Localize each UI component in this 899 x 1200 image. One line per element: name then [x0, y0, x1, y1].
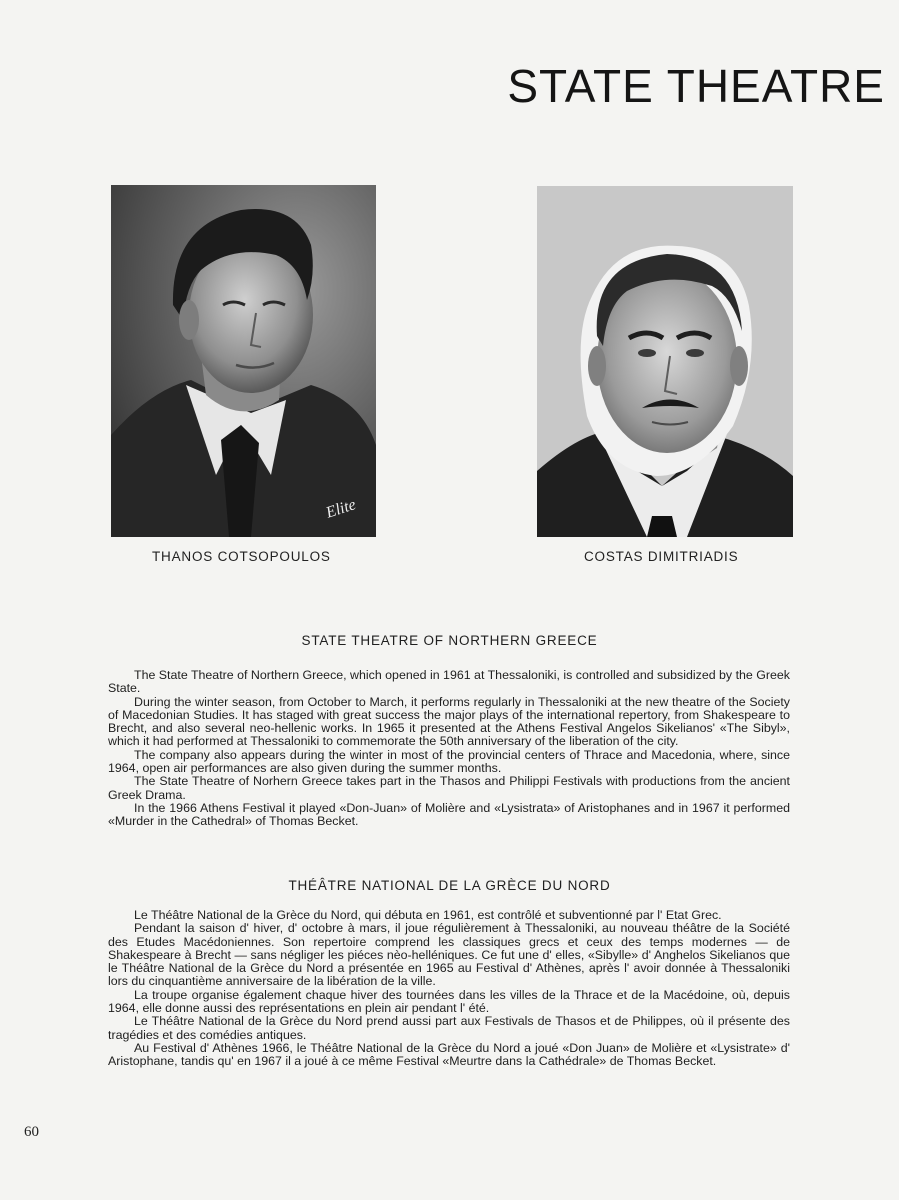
paragraph: Au Festival d' Athènes 1966, le Théâtre National de la Grèce du Nord a joué «Don Juan» de Molière et «Lysistrate» d' Aristophane, tandis qu' en 1967 il a joué à ce même Festival «Meurtre dans la Cathédrale» de Thomas Becket.: [108, 1040, 790, 1069]
paragraph: Pendant la saison d' hiver, d' octobre à mars, il joue régulièrement à Thessaloniki, au nouveau théâtre de la Société des Etudes Macédoniennes. Son repertoire comprend les classiques grecs et ceux des temps modernes — de Shakespeare à Brecht — sans négliger les piéces nèo-helléniques. Ce fut une d' elles, «Sibylle» d' Anghelos Sikelianos que le Théâtre National de la Grèce du Nord a présentée en 1965 au Festival d' Athènes, après l' avoir donnée à Thessaloniki lors du cinquantième anniversaire de la libération de la ville.: [108, 921, 790, 989]
section-heading-english: STATE THEATRE OF NORTHERN GREECE: [301, 633, 598, 648]
body-text-english: [108, 669, 790, 829]
svg-text:Elite: Elite: [324, 496, 359, 522]
paragraph: The State Theatre of Norhern Greece takes part in the Thasos and Philippi Festivals with productions from the ancient Greek Drama.: [108, 774, 790, 802]
portrait-photo-thanos-cotsopoulos: [111, 185, 376, 537]
paragraph: La troupe organise également chaque hiver des tournées dans les villes de la Thrace et de la Macédoine, où, depuis 1964, elle donne aussi des représentations en plein air pendant l' été.: [108, 987, 790, 1016]
body-text-french: [108, 909, 790, 1069]
photo-caption-right: COSTAS DIMITRIADIS: [584, 549, 739, 564]
paragraph: During the winter season, from October to March, it performs regularly in Thessaloniki at the new theatre of the Society of Macedonian Studies. It has staged with great success the major plays of the international repertory, from Shakespeare to Brecht, and also several neo-hellenic works. In 1965 it presented at the Athens Festival Angelos Sikelianos' «The Sibyl», which it had performed at Thessaloniki to commemorate the 50th anniversary of the liberation of the city.: [108, 694, 790, 749]
portrait-photo-costas-dimitriadis: [537, 186, 793, 537]
paragraph: In the 1966 Athens Festival it played «Don-Juan» of Molière and «Lysistrata» of Aristophanes and in 1967 it performed «Murder in the Cathedral» of Thomas Becket.: [108, 800, 790, 829]
page-number: 60: [24, 1124, 39, 1140]
photo-caption-left: THANOS COTSOPOULOS: [152, 549, 331, 564]
paragraph: The company also appears during the winter in most of the provincial centers of Thrace and Macedonia, where, since 1964, open air performances are also given during the summer months.: [108, 747, 790, 776]
paragraph: The State Theatre of Northern Greece, which opened in 1961 at Thessaloniki, is controlled and subsidized by the Greek State.: [108, 668, 790, 696]
page-title: STATE THEATRE: [507, 59, 885, 112]
paragraph: Le Théâtre National de la Grèce du Nord, qui débuta en 1961, est contrôlé et subventionné par l' Etat Grec.: [134, 908, 722, 922]
section-heading-french: THÉÂTRE NATIONAL DE LA GRÈCE DU NORD: [288, 878, 611, 893]
paragraph: Le Théâtre National de la Grèce du Nord prend aussi part aux Festivals de Thasos et de Philippes, où il présente des tragédies et des comédies antiques.: [108, 1014, 790, 1042]
